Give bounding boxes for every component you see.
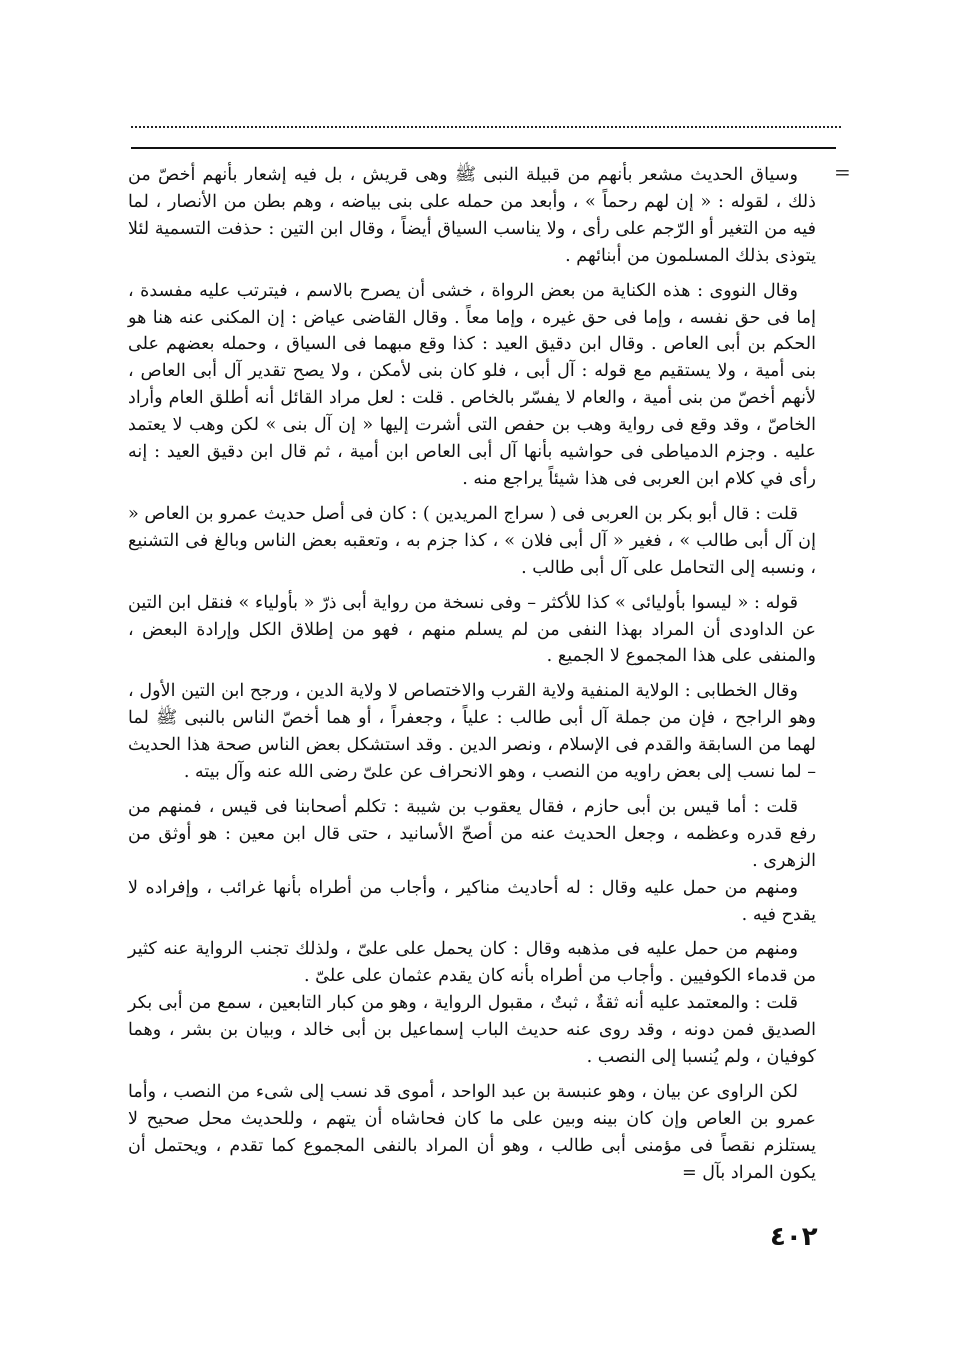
paragraph-8: ومنهم من حمل عليه فى مذهبه وقال : كان يحمل على علىّ ، ولذلك تجنب الرواية عنه كثير من قدماء الكوفيين . وأجاب من أطراه بأنه كان يقدم عثمان على علىّ . — [128, 939, 816, 987]
paragraph-6: قلت : أما قيس بن أبى حازم ، فقال يعقوب بن شيبة : تكلم أصحابنا فى قيس ، فمنهم من رفع قدره وعظمه ، وجعل الحديث عنه من أصحّ الأسانيد ، حتى قال ابن معين : هو أوثق من الزهرى . — [128, 796, 816, 871]
continuation-mark: = — [834, 160, 851, 184]
paragraph-3: قلت : قال أبو بكر بن العربى فى ( سراج المريدين ) : كان فى أصل حديث عمرو بن العاص « إن آل أبى طالب » ، فغير « آل أبى فلان » ، كذا جزم به ، وتعقبه بعض الناس وبالغ فى التشنيع ، ونسبه إلى التحامل على آل أبى طالب . — [128, 503, 816, 578]
paragraph-2: وقال النووى : هذه الكناية من بعض الرواة ، خشى أن يصرح بالاسم ، فيترتب عليه مفسدة ، إما فى حق نفسه ، وإما فى حق غيره ، وإما معاً . وقال القاضى عياض : إن المكنى عنه هنا هو الحكم بن أبى العاص . وقال ابن دقيق العيد : كذا وقع مبهما فى السياق ، وحمله بعضهم على بنى أمية ، ولا يستقيم مع قوله : آل أبى ، فلو كان بنى لأمكن ، ولا يصح تقدير آل أبى العاص ، لأنهم أخصّ من بنى أمية ، والعام لا يفسّر بالخاص . قلت : لعل مراد القائل أنه أطلق العام وأراد الخاصّ ، وقد وقع فى رواية وهب بن حفص التى أشرت إليها « إن آل بنى » لكن وهب لا يعتمد عليه . وجزم الدمياطى فى حواشيه بأنها آل أبى العاص ابن أمية ، ثم قال ابن دقيق العيد : إنه رأى في كلام ابن العربى فى هذا شيئاً يراجع منه . — [128, 280, 816, 489]
paragraph-9: قلت : والمعتمد عليه أنه ثقةٌ ، ثبتٌ ، مقبول الرواية ، وهو من كبار التابعين ، سمع من أبى بكر الصديق فمن دونه ، وقد روى عنه حديث الباب إسماعيل بن أبى خالد ، وبيان بن بشر ، وهما كوفيان ، ولم يُنسبا إلى النصب . — [128, 993, 816, 1068]
footnote-body — [128, 162, 816, 1187]
paragraph-4: قوله : « ليسوا بأوليائى » كذا للأكثر – وفى نسخة من رواية أبى ذرّ « بأولياء » فنقل ابن التين عن الداودى أن المراد بهذا النفى من لم يسلم منهم ، فهو من إطلاق الكل وإرادة البعض ، والمنفى على هذا المجموع لا الجميع . — [128, 592, 816, 667]
paragraph-10: لكن الراوى عن بيان ، وهو عنبسة بن عبد الواحد ، أموى قد نسب إلى شىء من النصب ، وأما عمرو بن العاص وإن كان بينه وبين على ما كان فحاشاه أن يتهم ، وللحديث محل صحيح لا يستلزم نقصاً فى مؤمنى أبى طالب ، وهو أن المراد بالنفى المجموع كما تقدم ، ويحتمل أن يكون المراد بآل = — [128, 1082, 816, 1183]
paragraph-5: وقال الخطابى : الولاية المنفية ولاية القرب والاختصاص لا ولاية الدين ، ورجح ابن التين الأول ، وهو الراجح ، فإن من جملة آل أبى طالب : علياً ، وجعفراً ، أو هما أخصّ الناس بالنبى ﷺ لما لهما من السابقة والقدم فى الإسلام ، ونصر الدين . وقد استشكل بعض الناس صحة هذا الحديث – لما نسب إلى بعض راويه من النصب ، وهو الانحراف عن علىّ رضى الله عنه وآل بيته . — [128, 681, 816, 783]
top-dotted-rule — [131, 126, 841, 128]
paragraph-1: وسياق الحديث مشعر بأنهم من قبيلة النبى ﷺ وهى قريش ، بل فيه إشعار بأنهم أخصّ من ذلك ، لقوله : « إن لهم رحماً » ، وأبعد من حمله على بنى بياضه ، وهم بطن من الأنصار ، لما فيه من التغير أو الرّجم على رأى ، ولا يناسب السياق أيضاً ، وقال ابن التين : حذفت التسمية لئلا يتوذى بذلك المسلمون من أبنائهم . — [128, 165, 816, 266]
header-rule — [131, 147, 836, 149]
paragraph-7: ومنهم من حمل عليه وقال : له أحاديث مناكير ، وأجاب من أطراه بأنها غرائب ، وإفراده لا يقدح فيه . — [128, 877, 816, 925]
page-number: ٤٠٢ — [770, 1222, 818, 1252]
